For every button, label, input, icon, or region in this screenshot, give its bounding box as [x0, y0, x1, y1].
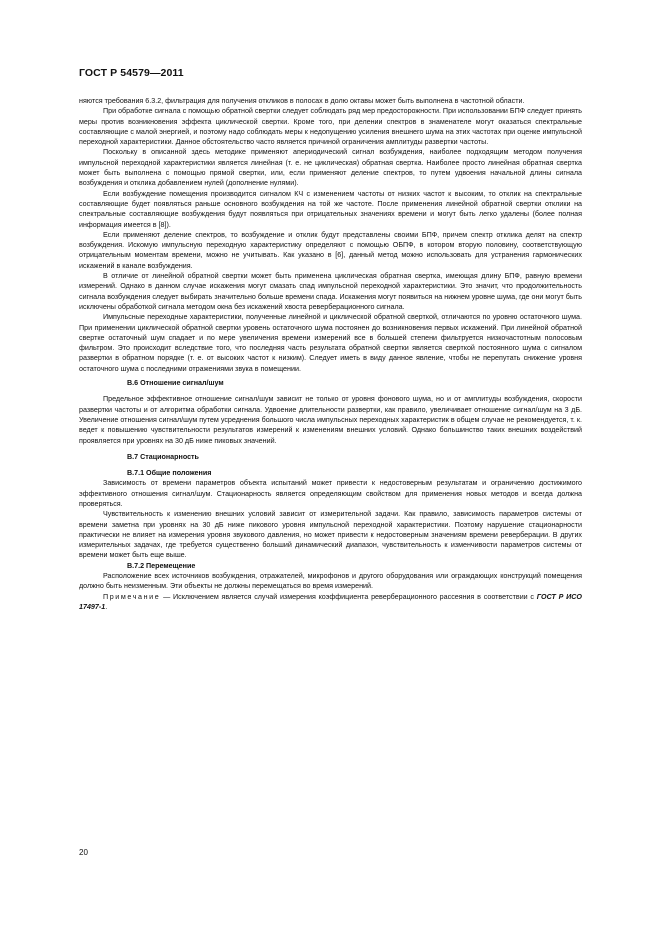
- note: [79, 592, 582, 613]
- paragraph: При обработке сигнала с помощью обратной свертки следует соблюдать ряд мер предосторожности. При использовании БПФ следует принять меры против возникновения эффекта циклической свертки. Кроме того, при делении спектров в знаменателе могут оказаться спектральные составляющие с малой энергией, и поэтому надо соблюдать меры к недопущению усиления внешнего шума на этих частотах при оценке импульсной переходной характеристики. Данное обстоятельство часто является причиной ограничения амплитуды развертки частоты.: [79, 107, 582, 147]
- subsection-heading-b7-2: В.7.2 Перемещение: [127, 561, 196, 570]
- paragraph: Если возбуждение помещения производится сигналом КЧ с изменением частоты от низких частот к высоким, то отклик на спектральные составляющие будет появляться раньше основного возбуждения на той же частоте. После применения линейной обратной свертки отклики на спектральные составляющие возбуждения будут появляться при отрицательных значениях времени и могут быть легко удалены (более полная информация имеется в [8]).: [79, 189, 582, 229]
- paragraph: Зависимость от времени параметров объекта испытаний может привести к недостоверным результатам и ограничению достижимого эффективного отношения сигнал/шум. Стационарность является определяющим свойством для применения новых методов и всегда должна проверяться.: [79, 479, 582, 508]
- paragraph: Поскольку в описанной здесь методике применяют апериодический сигнал возбуждения, наиболее подходящим методом получения импульсной переходной характеристики является линейная (т. е. не циклическая) обратная свертка. Наиболее просто линейная обратная свертка может быть выполнена с помощью прямой свертки, или, если применяют деление спектров, то путем удвоения начальной длины сигнала возбуждения и отклика добавлением нулей (дополнение нулями).: [79, 148, 582, 188]
- page-number: 20: [79, 848, 88, 857]
- note-end: .: [105, 602, 108, 611]
- note-reference: ГОСТ Р ИСО 17497-1: [79, 592, 582, 611]
- note-text: — Исключением является случай измерения коэффициента реверберационного рассеяния в соответствии с: [160, 592, 537, 601]
- paragraph: Расположение всех источников возбуждения, отражателей, микрофонов и другого оборудования или ограждающих конструкций помещения должно быть неизменным. Эти объекты не должны перемещаться во время измерений.: [79, 572, 582, 591]
- paragraph: Импульсные переходные характеристики, полученные линейной и циклической обратной сверткой, отличаются по уровню остаточного шума. При применении циклической обратной свертки уровень остаточного шума постоянен до возникновения первых искажений. При линейной обратной свертке остаточный шум спадает и по мере увеличения времени измерений все в большей степени фильтруется низкочастотным полосовым фильтром. Это происходит вследствие того, что последняя часть результата обратной свертки является сверткой постоянного шума с сигналом развертки в обратном порядке (т. е. от высоких частот к низким). Следует иметь в виду данное явление, чтобы не перепутать снижение уровня остаточного шума с последними отражениями звука в помещении.: [79, 313, 582, 373]
- document-body: [79, 96, 582, 612]
- paragraph: Чувствительность к изменению внешних условий зависит от измерительной задачи. Как правило, зависимость параметров системы от времени заметна при уровнях на 30 дБ ниже пикового уровня импульсной переходной характеристики. Поэтому нарушение стационарности практически не влияет на измерения уровня звукового давления, но может привести к недостоверным значениям времени реверберации. В других измерительных задачах, где требуется существенно больший динамический диапазон, чувствительность к изменчивости параметров системы от времени может быть еще выше.: [79, 510, 582, 560]
- document-header-title: ГОСТ Р 54579—2011: [79, 67, 184, 79]
- paragraph: В отличие от линейной обратной свертки может быть применена циклическая обратная свертка, имеющая длину БПФ, равную времени измерений. Однако в данном случае искажения могут смазать спад импульсной переходной характеристики. Это значит, что продолжительность сигнала возбуждения следует выбирать значительно больше времени спада. Искажения могут появиться на нижнем уровне шума, где они могут быть исключены обработкой сигнала методом окна без искажений хвоста реверберационного сигнала.: [79, 272, 582, 311]
- paragraph: Предельное эффективное отношение сигнал/шум зависит не только от уровня фонового шума, но и от амплитуды возбуждения, скорости развертки частоты и от алгоритма обработки сигнала. Удвоение длительности развертки, как правило, увеличивает отношение сигнал/шум на 3 дБ. Увеличение отношения сигнал/шум путем усреднения большого числа импульсных переходных характеристик в общем случае не рекомендуется, т. к. ведет к повышению чувствительности результатов измерений к изменениям внешних условий. Однако большинство таких внешних воздействий проявляется при уровнях на 30 дБ ниже пиковых значений.: [79, 395, 582, 445]
- section-heading-b7: В.7 Стационарность: [127, 452, 199, 461]
- paragraph: няются требования 6.3.2, фильтрация для получения откликов в полосах в долю октавы может быть выполнена в частотной области.: [79, 97, 525, 105]
- note-label: Примечание: [103, 592, 161, 601]
- paragraph: Если применяют деление спектров, то возбуждение и отклик будут представлены своими БПФ, причем спектр отклика делят на спектр возбуждения. Искомую импульсную переходную характеристику определяют с помощью ОБПФ, в котором вторую половину, соответствующую отрицательным моментам времени, можно не учитывать. Как указано в [6], данный метод можно использовать для устранения гармонических искажений в канале возбуждения.: [79, 230, 582, 270]
- section-heading-b6: В.6 Отношение сигнал/шум: [127, 379, 224, 388]
- subsection-heading-b7-1: В.7.1 Общие положения: [127, 469, 212, 478]
